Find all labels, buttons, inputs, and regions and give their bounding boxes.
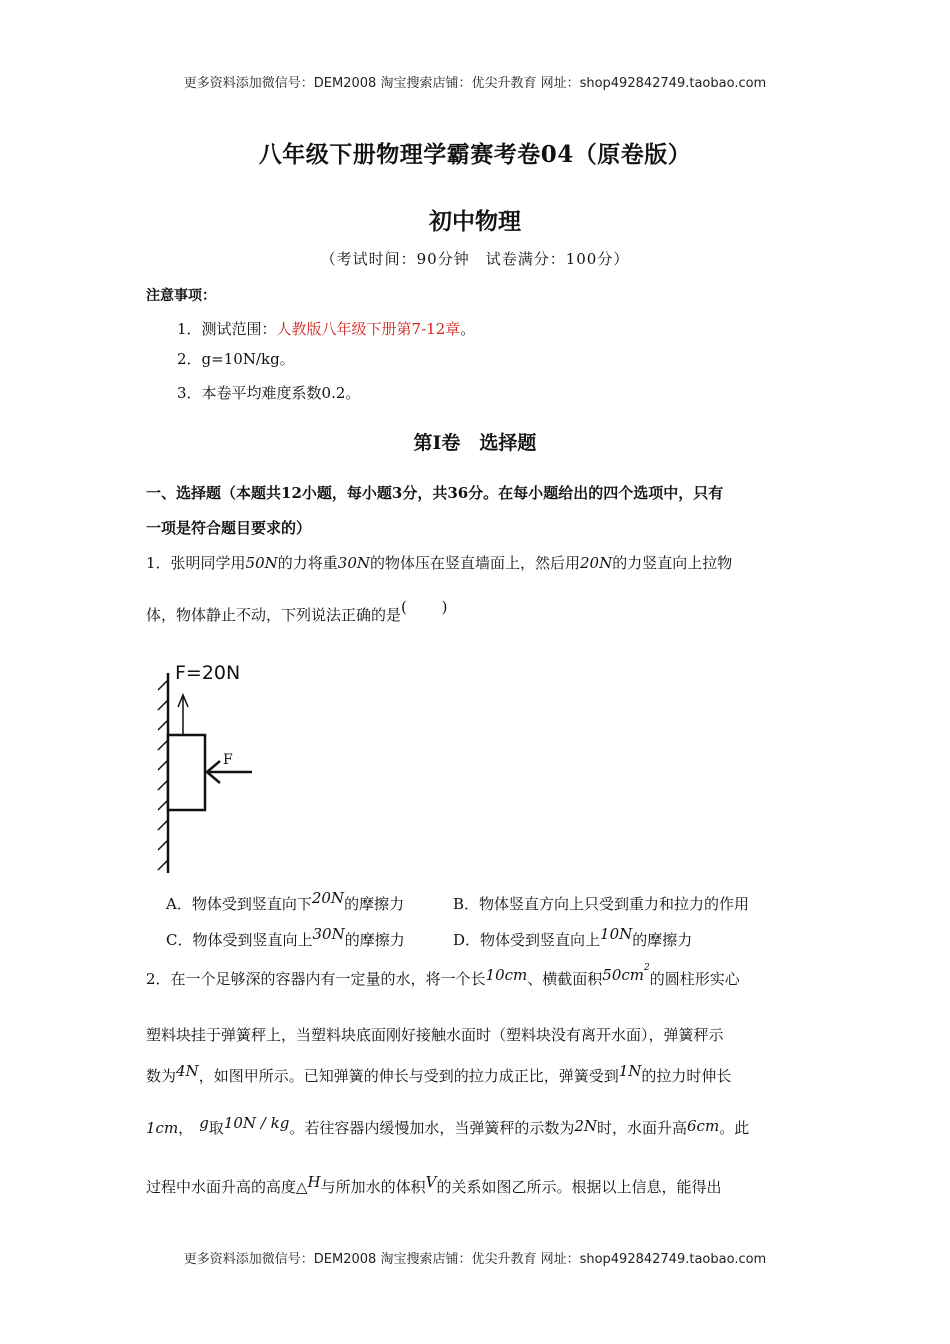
q1-option-b[interactable]: B．物体竖直方向上只受到重力和拉力的作用 [453, 895, 750, 913]
q2-l1b: 、横截面积 [527, 970, 603, 988]
q1-option-c-pre: C．物体受到竖直向上 [166, 931, 313, 949]
header-note: 更多资料添加微信号：DEM2008 淘宝搜索店铺：优尖升教育 网址：shop492842749.taobao.com [183, 76, 767, 91]
q2-l4a: ， [178, 1119, 194, 1137]
q2-stem-line3 [146, 1062, 732, 1086]
q1-answer-paren: ( ) [401, 598, 448, 616]
subtitle: 初中物理 [429, 208, 521, 235]
notice-heading: 注意事项： [146, 288, 216, 304]
q2-stem-line4 [146, 1114, 750, 1138]
q1-option-a[interactable] [166, 889, 405, 914]
q2-l5a: 过程中水面升高的高度△ [146, 1178, 308, 1196]
q2-math-10nkg: 10N / kg [223, 1114, 290, 1132]
q2-math-50cm2: 50cm [602, 966, 644, 984]
q2-l3c: 的拉力时伸长 [641, 1067, 732, 1085]
q2-math-1cm: 1cm [146, 1119, 179, 1137]
exam-info: （考试时间：90分钟 试卷满分：100分） [320, 250, 630, 268]
wall [158, 673, 168, 873]
q2-stem-line1 [146, 963, 740, 989]
notice-item-2: 2．g=10N/kg。 [177, 350, 295, 368]
q1-math-50n: 50N [245, 554, 278, 572]
q2-l3a: 数为 [146, 1067, 177, 1085]
q1-option-d-post: 的摩擦力 [632, 931, 693, 949]
section-title: 第Ⅰ卷 选择题 [413, 432, 537, 454]
q1-option-a-pre: A．物体受到竖直向下 [166, 895, 312, 913]
q2-l5b: 与所加水的体积 [320, 1178, 426, 1196]
q1-option-c[interactable] [166, 925, 405, 950]
q1-option-d-math: 10N [600, 925, 633, 943]
q1-option-c-post: 的摩擦力 [344, 931, 405, 949]
q2-math-2n: 2N [574, 1117, 597, 1135]
q2-math-4n: 4N [176, 1062, 199, 1080]
q2-l4e: 。此 [719, 1119, 750, 1137]
block [168, 735, 205, 810]
part1-instructions-line2: 一项是符合题目要求的） [146, 519, 312, 537]
q2-l3b: ，如图甲所示。已知弹簧的伸长与受到的拉力成正比，弹簧受到 [198, 1067, 619, 1085]
notice-item-1 [177, 318, 475, 339]
q1-option-a-post: 的摩擦力 [344, 895, 405, 913]
q2-l1a: 2．在一个足够深的容器内有一定量的水，将一个长 [146, 970, 486, 988]
q2-math-g: g [199, 1114, 209, 1132]
q2-math-h: H [307, 1173, 321, 1191]
q1-option-d[interactable] [453, 925, 693, 950]
q2-l4c: 。若往容器内缓慢加水，当弹簧秤的示数为 [289, 1119, 575, 1137]
notice-item-1-prefix: 1．测试范围： [177, 320, 277, 338]
q1-text-d: 的力竖直向上拉物 [612, 554, 733, 572]
q2-stem-line5 [146, 1173, 722, 1197]
q1-math-20n: 20N [580, 554, 613, 572]
horizontal-force-label: F [223, 752, 233, 768]
q1-option-a-math: 20N [311, 889, 345, 907]
q1-option-d-pre: D．物体受到竖直向上 [453, 931, 601, 949]
notice-item-3: 3．本卷平均难度系数0.2。 [177, 384, 361, 402]
q1-text-b: 的力将重 [277, 554, 338, 572]
page-title: 八年级下册物理学霸赛考卷04（原卷版） [258, 141, 692, 168]
q2-math-1n: 1N [618, 1062, 642, 1080]
q2-l4d: 时，水面升高 [597, 1119, 688, 1137]
q2-math-50cm2-sup: 2 [644, 963, 650, 973]
q1-option-c-math: 30N [312, 925, 345, 943]
q2-l5c: 的关系如图乙所示。根据以上信息，能得出 [436, 1178, 722, 1196]
upward-force-arrow [178, 695, 188, 735]
upward-force-label: F=20N [175, 662, 241, 684]
notice-item-1-range: 人教版八年级下册第7-12章 [276, 320, 461, 338]
q2-l1c: 的圆柱形实心 [649, 970, 740, 988]
q2-math-6cm: 6cm [687, 1117, 720, 1135]
notice-item-1-suffix: 。 [460, 320, 476, 338]
q1-text-a: 1．张明同学用 [146, 554, 246, 572]
part1-instructions-line1: 一、选择题（本题共12小题，每小题3分，共36分。在每小题给出的四个选项中，只有 [146, 484, 724, 502]
q1-force-diagram [150, 655, 270, 875]
q2-l4b: 取 [208, 1119, 224, 1137]
q2-stem-line2: 塑料块挂于弹簧秤上，当塑料块底面刚好接触水面时（塑料块没有离开水面），弹簧秤示 [146, 1026, 724, 1044]
q1-text-e: 体，物体静止不动，下列说法正确的是 [146, 606, 402, 624]
q2-math-10cm: 10cm [485, 966, 528, 984]
q1-math-30n: 30N [337, 554, 370, 572]
q1-text-c: 的物体压在竖直墙面上，然后用 [370, 554, 581, 572]
q1-stem-line2 [146, 598, 448, 625]
q1-stem-line1 [146, 552, 732, 573]
q2-math-v: V [425, 1173, 437, 1191]
footer-note: 更多资料添加微信号：DEM2008 淘宝搜索店铺：优尖升教育 网址：shop492842749.taobao.com [183, 1252, 767, 1267]
